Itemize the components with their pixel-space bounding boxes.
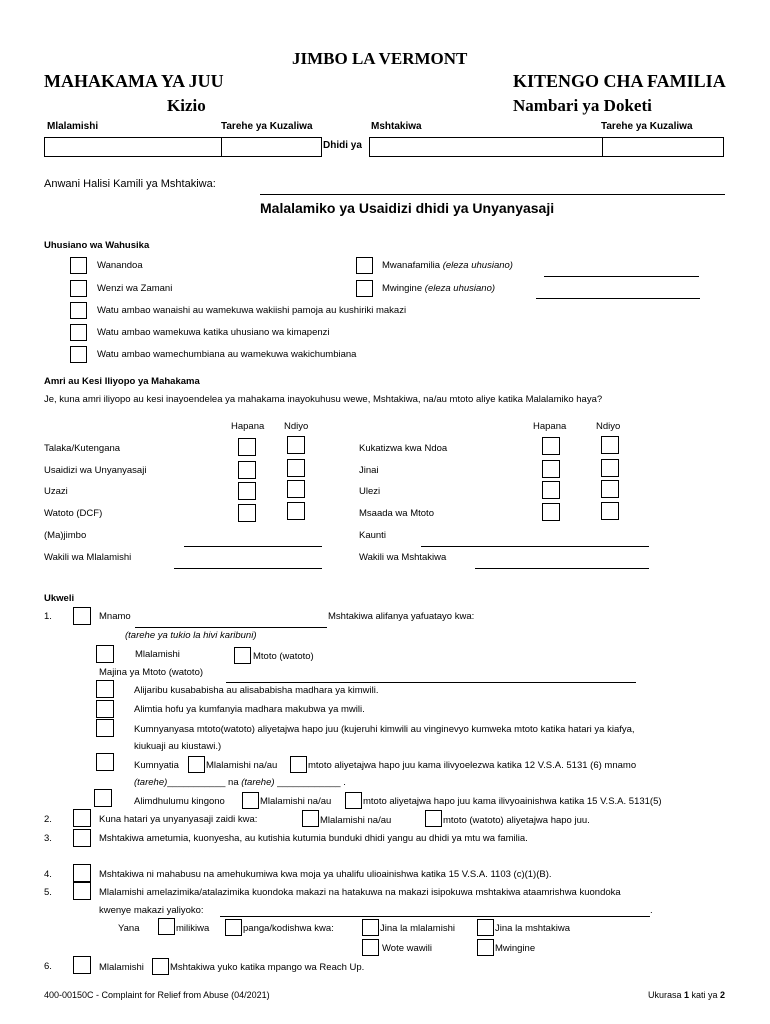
form-title: Malalamiko ya Usaidizi dhidi ya Unyanyasaji (260, 200, 555, 216)
plaintiff-dob-label: Tarehe ya Kuzaliwa (221, 121, 313, 132)
former-spouses-checkbox[interactable] (70, 280, 87, 297)
dated-label: Watu ambao wamechumbiana au wamekuwa wakichumbiana (97, 349, 357, 360)
act-fear-label: Alimtia hofu ya kumfanyia madhara makubwa ya mwili. (134, 704, 365, 715)
versus-label: Dhidi ya (323, 140, 362, 151)
defendant-dob-label: Tarehe ya Kuzaliwa (601, 121, 693, 132)
order-divorce-yes-checkbox[interactable] (287, 436, 305, 454)
former-spouses-label: Wenzi wa Zamani (97, 283, 173, 294)
fact-1-checkbox[interactable] (73, 607, 91, 625)
defendant-name-field[interactable] (369, 137, 603, 157)
victim-children-label: Mtoto (watoto) (253, 651, 314, 662)
fact-2-checkbox[interactable] (73, 809, 91, 827)
sexual-assault-child-label: mtoto aliyetajwa hapo juu kama ilivyoainishwa katika 15 V.S.A. 5131(5) (363, 796, 662, 807)
residence-is-label: Yana (118, 923, 140, 934)
defendant-attorney-label: Wakili wa Mshtakiwa (359, 552, 447, 563)
danger-plaintiff-label: Mlalamishi na/au (320, 815, 392, 826)
order-dcf-no-checkbox[interactable] (238, 504, 256, 522)
family-member-label: Mwanafamilia (eleza uhusiano) (382, 260, 513, 271)
both-label: Wote wawili (382, 943, 432, 954)
spouses-checkbox[interactable] (70, 257, 87, 274)
plaintiff-attorney-label: Wakili wa Mlalamishi (44, 552, 132, 563)
name-plaintiff-checkbox[interactable] (362, 919, 379, 936)
orders-heading: Amri au Kesi Iliyopo ya Mahakama (44, 376, 200, 387)
plaintiff-name-field[interactable] (44, 137, 222, 157)
form-number: 400-00150C - Complaint for Relief from Abuse (04/2021) (44, 990, 270, 1000)
rented-checkbox[interactable] (225, 919, 242, 936)
owned-label: milikiwa (176, 923, 210, 934)
fact-2-number: 2. (44, 814, 52, 825)
order-parentage-no-checkbox[interactable] (238, 482, 256, 500)
act-harm-checkbox[interactable] (96, 680, 114, 698)
fact-1-on-label: Mnamo (99, 611, 131, 622)
fact-3-number: 3. (44, 833, 52, 844)
order-criminal-no-checkbox[interactable] (542, 460, 560, 478)
act-harm-label: Alijaribu kusababisha au alisababisha madhara ya kimwili. (134, 685, 379, 696)
other-relation-label: Mwingine (eleza uhusiano) (382, 283, 496, 294)
unit-title: KITENGO CHA FAMILIA (513, 71, 726, 91)
sexual-assault-plaintiff-checkbox[interactable] (242, 792, 259, 809)
order-dcf-label: Watoto (DCF) (44, 508, 103, 519)
fact-1-did-label: Mshtakiwa alifanya yafuatayo kwa: (328, 611, 475, 622)
stalking-plaintiff-label: Mlalamishi na/au (206, 760, 278, 771)
county-right-label: Kaunti (359, 530, 386, 541)
order-dcf-yes-checkbox[interactable] (287, 502, 305, 520)
county-field[interactable] (184, 546, 322, 547)
docket-label: Nambari ya Doketi (513, 96, 652, 115)
sexual-assault-plaintiff-label: Mlalamishi na/au (260, 796, 332, 807)
state-title: JIMBO LA VERMONT (292, 49, 468, 68)
act-child-abuse-checkbox[interactable] (96, 719, 114, 737)
dated-checkbox[interactable] (70, 346, 87, 363)
county-label: (Ma)jimbo (44, 530, 87, 541)
county-right-field[interactable] (421, 546, 649, 547)
fact-4-checkbox[interactable] (73, 864, 91, 882)
fact-2-label: Kuna hatari ya unyanyasaji zaidi kwa: (99, 814, 258, 825)
children-names-label: Majina ya Mtoto (watoto) (99, 667, 204, 678)
order-abuse-yes-checkbox[interactable] (287, 459, 305, 477)
name-plaintiff-label: Jina la mlalamishi (380, 923, 455, 934)
victim-children-checkbox[interactable] (234, 647, 251, 664)
order-child-support-label: Msaada wa Mtoto (359, 508, 434, 519)
fact-4-label: Mshtakiwa ni mahabusu na amehukumiwa kwa moja ya uhalifu ulioainishwa katika 15 V.S.A. 1103 (c)(1)(B). (99, 869, 552, 880)
fact-3-label: Mshtakiwa ametumia, kuonyesha, au kutishia kutumia bunduki dhidi yangu au dhidi ya mtu wa familia. (99, 833, 528, 844)
lived-together-checkbox[interactable] (70, 302, 87, 319)
order-dissolution-label: Kukatizwa kwa Ndoa (359, 443, 448, 454)
residence-address-field[interactable] (220, 916, 650, 917)
left-no-header: Hapana (231, 421, 265, 432)
order-abuse-label: Usaidizi wa Unyanyasaji (44, 465, 147, 476)
incident-date-field[interactable] (135, 627, 327, 628)
stalking-dates: (tarehe)___________ na (tarehe) ____________ . (134, 777, 346, 788)
act-child-abuse-label: Kumnyanyasa mtoto(watoto) aliyetajwa hapo juu (kujeruhi kimwili au vinginevyo kumweka mtoto katika hatari ya kiafya, (134, 724, 635, 735)
relationship-heading: Uhusiano wa Wahusika (44, 240, 150, 251)
order-parentage-yes-checkbox[interactable] (287, 480, 305, 498)
order-parentage-label: Uzazi (44, 486, 68, 497)
fact-5-label-cont: kwenye makazi yaliyoko: (99, 905, 204, 916)
defendant-label: Mshtakiwa (371, 121, 422, 132)
fact-6-checkbox[interactable] (73, 956, 91, 974)
orders-question: Je, kuna amri iliyopo au kesi inayoendelea ya mahakama inayokuhusu wewe, Mshtakiwa, na/au mtoto aliye katika Malalamiko haya? (44, 394, 603, 405)
spouses-label: Wanandoa (97, 260, 143, 271)
order-criminal-yes-checkbox[interactable] (601, 459, 619, 477)
victim-plaintiff-label: Mlalamishi (135, 649, 180, 660)
plaintiff-dob-field[interactable] (221, 137, 322, 157)
order-dissolution-no-checkbox[interactable] (542, 437, 560, 455)
fact-5-checkbox[interactable] (73, 882, 91, 900)
danger-plaintiff-checkbox[interactable] (302, 810, 319, 827)
other-relation-field[interactable] (536, 298, 700, 299)
residence-address-period: . (650, 905, 653, 916)
page-indicator: Ukurasa 1 kati ya 2 (648, 990, 726, 1000)
both-checkbox[interactable] (362, 939, 379, 956)
right-yes-header: Ndiyo (596, 421, 621, 432)
fact-6-number: 6. (44, 961, 52, 972)
order-guardianship-no-checkbox[interactable] (542, 481, 560, 499)
act-stalking-checkbox[interactable] (96, 753, 114, 771)
order-dissolution-yes-checkbox[interactable] (601, 436, 619, 454)
incident-date-note: (tarehe ya tukio la hivi karibuni) (125, 630, 257, 641)
address-field[interactable] (260, 194, 725, 195)
order-divorce-no-checkbox[interactable] (238, 438, 256, 456)
address-label: Anwani Halisi Kamili ya Mshtakiwa: (44, 178, 216, 190)
plaintiff-label: Mlalamishi (47, 121, 99, 132)
facts-heading: Ukweli (44, 593, 75, 604)
order-child-support-no-checkbox[interactable] (542, 503, 560, 521)
danger-child-label: mtoto (watoto) aliyetajwa hapo juu. (443, 815, 590, 826)
reach-defendant-label: Mshtakiwa yuko katika mpango wa Reach Up. (170, 962, 365, 973)
act-stalking-label: Kumnyatia (134, 760, 179, 771)
fact-1-number: 1. (44, 611, 52, 622)
order-guardianship-yes-checkbox[interactable] (601, 480, 619, 498)
left-yes-header: Ndiyo (284, 421, 309, 432)
division-label: Kizio (167, 96, 206, 115)
other-owner-label: Mwingine (495, 943, 536, 954)
order-abuse-no-checkbox[interactable] (238, 461, 256, 479)
family-member-checkbox[interactable] (356, 257, 373, 274)
court-title: MAHAKAMA YA JUU (44, 71, 224, 91)
fact-5-number: 5. (44, 887, 52, 898)
name-defendant-checkbox[interactable] (477, 919, 494, 936)
order-child-support-yes-checkbox[interactable] (601, 502, 619, 520)
order-divorce-label: Talaka/Kutengana (44, 443, 121, 454)
stalking-child-label: mtoto aliyetajwa hapo juu kama ilivyoelezwa katika 12 V.S.A. 5131 (6) mnamo (308, 760, 637, 771)
lived-together-label: Watu ambao wanaishi au wamekuwa wakiishi pamoja au kushiriki makazi (97, 305, 407, 316)
act-child-abuse-label-cont: kiukuaji au kiustawi.) (134, 741, 222, 752)
family-member-field[interactable] (544, 276, 699, 277)
children-names-field[interactable] (226, 682, 636, 683)
victim-plaintiff-checkbox[interactable] (96, 645, 114, 663)
fact-3-checkbox[interactable] (73, 829, 91, 847)
stalking-child-checkbox[interactable] (290, 756, 307, 773)
defendant-dob-field[interactable] (602, 137, 724, 157)
danger-child-checkbox[interactable] (425, 810, 442, 827)
rented-label: panga/kodishwa kwa: (243, 923, 334, 934)
sexual-relation-label: Watu ambao wamekuwa katika uhusiano wa kimapenzi (97, 327, 330, 338)
sexual-assault-child-checkbox[interactable] (345, 792, 362, 809)
order-criminal-label: Jinai (359, 465, 379, 476)
right-no-header: Hapana (533, 421, 567, 432)
act-fear-checkbox[interactable] (96, 700, 114, 718)
sexual-relation-checkbox[interactable] (70, 324, 87, 341)
reach-defendant-checkbox[interactable] (152, 958, 169, 975)
fact-5-label: Mlalamishi amelazimika/atalazimika kuondoka makazi na hatakuwa na makazi isipokuwa mshtakiwa ataamrishwa kuondoka (99, 887, 621, 898)
fact-4-number: 4. (44, 869, 52, 880)
other-owner-checkbox[interactable] (477, 939, 494, 956)
name-defendant-label: Jina la mshtakiwa (495, 923, 570, 934)
plaintiff-attorney-field[interactable] (174, 568, 322, 569)
owned-checkbox[interactable] (158, 918, 175, 935)
reach-plaintiff-label: Mlalamishi (99, 962, 144, 973)
act-sexual-assault-label: Alimdhulumu kingono (134, 796, 225, 807)
act-sexual-assault-checkbox[interactable] (94, 789, 112, 807)
stalking-plaintiff-checkbox[interactable] (188, 756, 205, 773)
order-guardianship-label: Ulezi (359, 486, 381, 497)
defendant-attorney-field[interactable] (475, 568, 649, 569)
other-relation-checkbox[interactable] (356, 280, 373, 297)
